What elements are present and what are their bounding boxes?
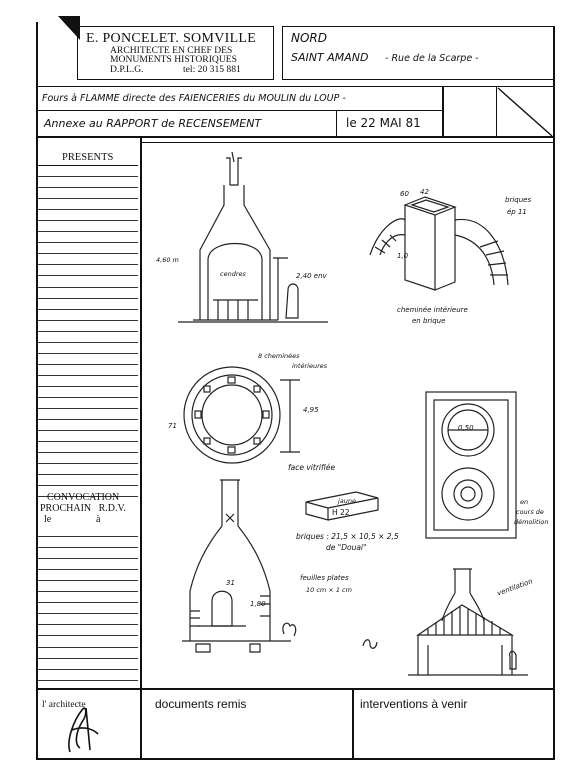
firm-qualification: D.P.L.G.: [110, 64, 144, 75]
kiln-section-drawing: [148, 150, 348, 330]
kiln-height-label: 2,40 env: [296, 272, 327, 280]
corner-mark: [56, 14, 82, 44]
plan-left-label: 71: [168, 422, 177, 430]
chimney-caption-1: cheminée intérieure: [397, 306, 468, 314]
kiln-center-label: cendres: [220, 270, 246, 278]
brick-origin: de "Douai": [326, 543, 367, 552]
firm-stamp: [77, 26, 274, 80]
date: le 22 MAI 81: [346, 116, 421, 130]
annex-title: Annexe au RAPPORT de RECENSEMENT: [44, 117, 262, 130]
elevation-height-label: 1,80: [250, 600, 266, 608]
footer-divider: [352, 688, 354, 760]
place-field-label: à: [96, 514, 101, 525]
brick-dims: briques : 21,5 × 10,5 × 2,5: [296, 532, 399, 541]
presents-lines: [38, 166, 138, 497]
kiln-plan-drawing: [175, 360, 315, 470]
frame-side-note-3: démolition: [514, 518, 549, 526]
firm-name: E. PONCELET. SOMVILLE: [86, 31, 257, 46]
architect-signature: [52, 700, 102, 756]
chimney-brick-dim: ép 11: [507, 208, 527, 216]
subject-row-line-top: [38, 86, 442, 87]
frame-center-label: 0,50: [458, 424, 474, 432]
chimney-detail-drawing: [360, 185, 540, 315]
brick-title: face vitrifiée: [288, 463, 336, 472]
right-header-divider: [442, 86, 444, 137]
plan-note-2: intérieures: [292, 362, 328, 370]
initials-mark: [360, 634, 380, 654]
street: - Rue de la Scarpe -: [385, 53, 479, 64]
convocation-lines: [38, 526, 138, 681]
chimney-caption-2: en brique: [412, 317, 446, 325]
firm-phone: tel: 20 315 881: [183, 64, 241, 75]
elevation-plate-note-1: feuilles plates: [300, 574, 349, 582]
plan-diameter-label: 4,95: [303, 406, 319, 414]
interventions-label: interventions à venir: [360, 697, 468, 711]
next-meeting-label: PROCHAIN R.D.V.: [40, 503, 126, 514]
footer-bottom-line: [38, 758, 554, 760]
department: NORD: [291, 31, 327, 45]
frame-side-note-1: en: [520, 498, 529, 506]
firm-title-2: MONUMENTS HISTORIQUES: [110, 54, 237, 65]
documents-label: documents remis: [155, 697, 247, 711]
convocation-label: CONVOCATION: [47, 492, 120, 503]
subject-row-line-bottom: [38, 136, 554, 138]
elevation-plate-note-2: 10 cm × 1 cm: [306, 586, 352, 594]
brick-drawing: [296, 486, 386, 526]
shed-note: ventilation: [496, 577, 534, 598]
elevation-width-label: 31: [226, 579, 235, 587]
brick-face-label: jaune: [338, 497, 357, 505]
chimney-brick-label: briques: [505, 196, 532, 204]
date-field-label: le: [44, 514, 52, 525]
kiln-elevation-drawing: [176, 476, 306, 656]
presents-label: PRESENTS: [62, 152, 114, 163]
firm-title-1: ARCHITECTE EN CHEF DES: [110, 45, 233, 56]
chimney-dim-c: 1,0: [397, 252, 409, 260]
chimney-dim-b: 42: [420, 188, 429, 196]
right-edge: [553, 26, 555, 760]
date-divider: [336, 111, 337, 137]
footer-top-line: [38, 688, 554, 690]
diagonal-cell: [496, 86, 554, 138]
plan-note-1: 8 cheminées: [258, 352, 300, 360]
kiln-left-label: 4,60 m: [156, 256, 179, 264]
brick-stamp: H 22: [332, 508, 350, 517]
subject: Fours à FLAMME directe des FAIENCERIES du MOULIN du LOUP -: [42, 93, 346, 104]
frame-side-note-2: cours de: [516, 508, 544, 516]
main-inner-top: [140, 142, 554, 143]
door-frame-drawing: [418, 386, 528, 544]
subject-row-line-mid: [38, 110, 442, 111]
architect-label: l' architecte: [42, 700, 86, 710]
main-divider: [140, 137, 142, 760]
city: SAINT AMAND: [291, 51, 369, 64]
chimney-dim-a: 60: [400, 190, 409, 198]
location-box: [282, 26, 554, 80]
